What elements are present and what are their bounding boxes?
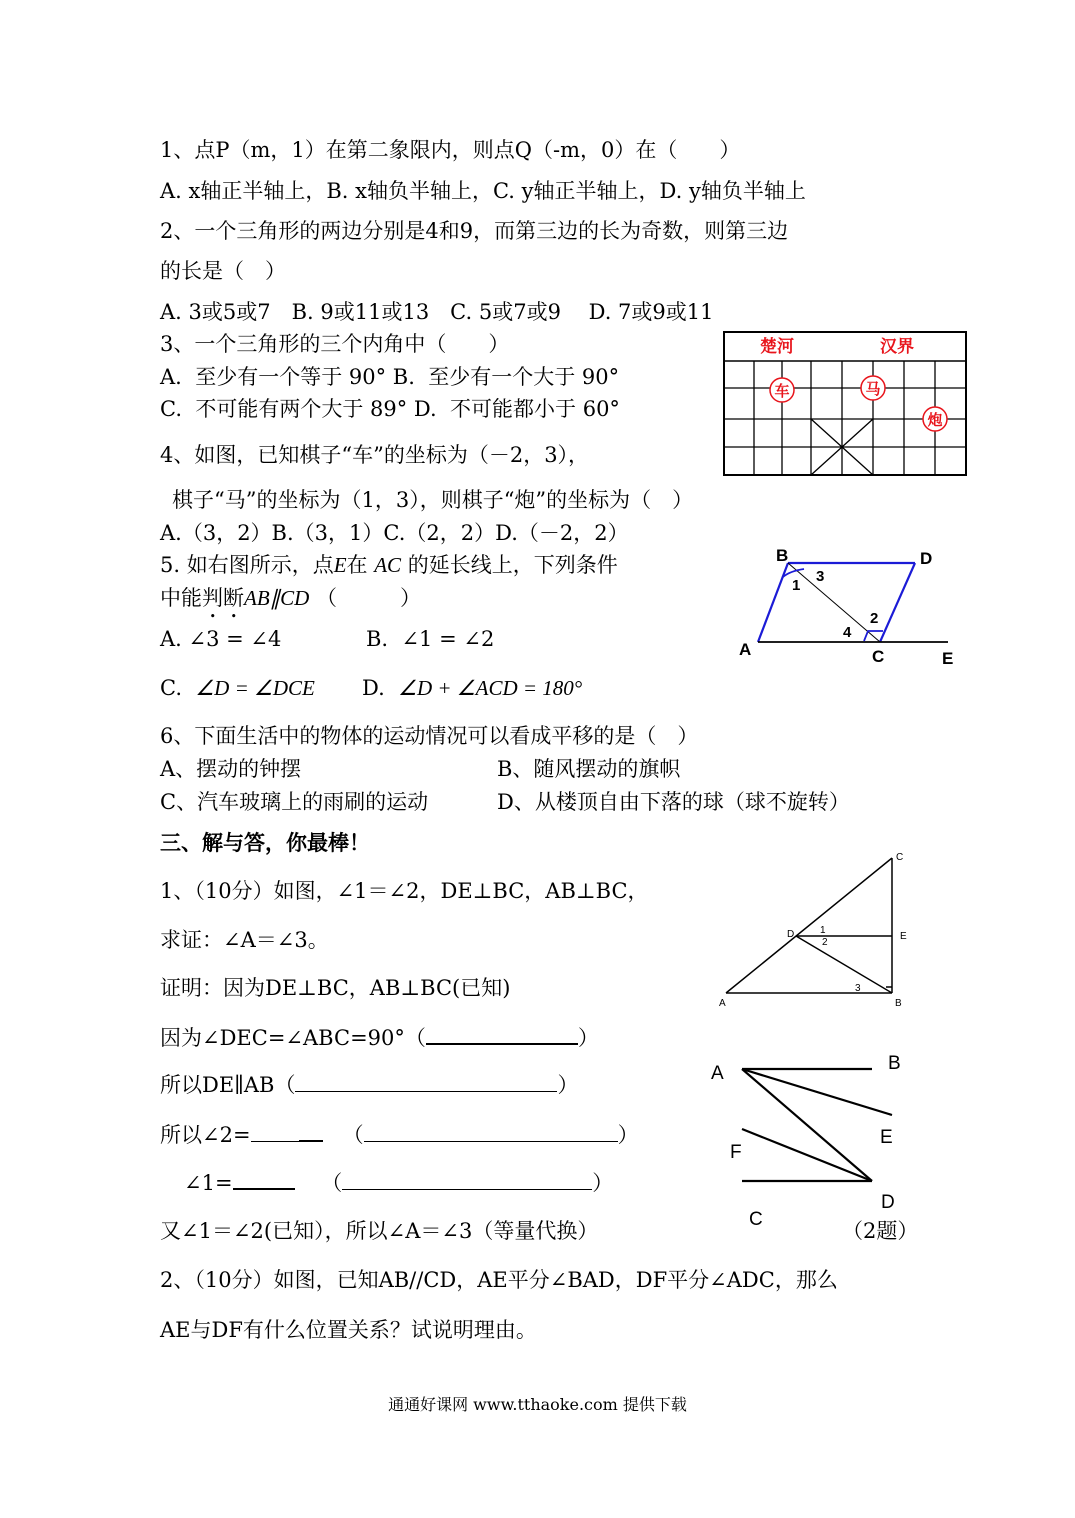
q6-option-b: B、随风摆动的旗帜: [497, 757, 681, 781]
p1-blank-3b[interactable]: [299, 1120, 323, 1142]
svg-text:马: 马: [865, 381, 881, 398]
p1-proof-line3: 所以DE∥AB（ ）: [160, 1073, 579, 1097]
p1-stem-line1: 1、（10分）如图，∠1＝∠2，DE⊥BC，AB⊥BC，: [160, 879, 649, 903]
p2-label-c: C: [749, 1209, 763, 1230]
p1-blank-3a[interactable]: [251, 1121, 299, 1142]
p2-label-e: E: [880, 1127, 893, 1148]
p1-proof-line4: 所以∠2= （ ）: [160, 1120, 639, 1149]
p1-label-a: A: [719, 998, 726, 1009]
p2-label-f: F: [730, 1142, 742, 1163]
p1-blank-1[interactable]: [426, 1023, 578, 1045]
p1-proof-line6: 又∠1＝∠2(已知），所以∠A＝∠3（等量代换）: [160, 1219, 599, 1243]
chess-board-figure: [722, 330, 968, 478]
chess-chu-he-label: 楚河: [760, 337, 794, 356]
q5-angle-3: 3: [816, 568, 825, 585]
p1-label-b: B: [895, 998, 902, 1009]
q5-option-d: D. ∠D + ∠ACD = 180°: [362, 676, 583, 700]
p1-blank-2[interactable]: [295, 1071, 557, 1092]
q5-angle-4: 4: [843, 624, 852, 641]
q5-stem-line2: 中能判断AB∥CD （ ）: [160, 586, 422, 610]
q4-stem-line1: 4、如图，已知棋子“车”的坐标为（－2，3），: [160, 443, 590, 467]
q5-var-e: E: [333, 553, 347, 577]
q5-label-e: E: [942, 649, 954, 668]
q5-var-ac: AC: [374, 553, 402, 577]
chess-piece-ju: [770, 378, 794, 402]
q3-options-ab: A. 至少有一个等于 90° B. 至少有一个大于 90°: [160, 365, 620, 389]
q5-angle-2: 2: [870, 610, 879, 627]
p2-label-b: B: [888, 1053, 901, 1074]
q1-options: A. x轴正半轴上，B. x轴负半轴上，C. y轴正半轴上，D. y轴负半轴上: [160, 179, 806, 203]
q3-stem: 3、一个三角形的三个内角中（ ）: [160, 332, 510, 356]
p1-stem-line2: 求证：∠A＝∠3。: [160, 928, 329, 952]
q5-label-c: C: [872, 647, 885, 666]
footer-credit: 通通好课网 www.tthaoke.com 提供下载: [388, 1395, 687, 1414]
q6-option-a: A、摆动的钟摆: [160, 757, 302, 781]
q2-stem-line2: 的长是（ ）: [160, 259, 286, 283]
q6-stem: 6、下面生活中的物体的运动情况可以看成平移的是（ ）: [160, 724, 699, 748]
p1-blank-6[interactable]: [342, 1169, 592, 1190]
p2-stem-line2: AE与DF有什么位置关系？试说明理由。: [160, 1318, 537, 1342]
p1-blank-5[interactable]: [233, 1168, 295, 1190]
q3-options-cd: C. 不可能有两个大于 89° D. 不可能都小于 60°: [160, 397, 620, 421]
q5-option-b: B. ∠1 = ∠2: [366, 627, 495, 651]
p1-label-e: E: [900, 931, 907, 942]
q6-option-d: D、从楼顶自由下落的球（球不旋转）: [497, 790, 850, 814]
p2-stem-line1: 2、（10分）如图，已知AB//CD，AE平分∠BAD，DF平分∠ADC，那么: [160, 1268, 838, 1292]
p1-proof-line5: ∠1= （ ）: [184, 1168, 613, 1197]
section3-title: 三、解与答，你最棒！: [160, 830, 370, 855]
q2-options: A. 3或5或7 B. 9或11或13 C. 5或7或9 D. 7或9或11: [160, 300, 714, 324]
q4-options: A.（3，2）B.（3，1）C.（2，2）D.（－2，2）: [160, 521, 629, 545]
p1-label-c: C: [896, 852, 904, 863]
q5-stem-line1: 5. 如右图所示，点E在 AC 的延长线上，下列条件: [160, 553, 618, 577]
p1-label-d: D: [787, 929, 795, 940]
q4-stem-line2: 棋子“马”的坐标为（1，3），则棋子“炮”的坐标为（ ）: [172, 488, 694, 512]
p2-figure: [700, 1045, 940, 1245]
chess-piece-pao: [923, 407, 947, 431]
p1-blank-4[interactable]: [364, 1121, 618, 1142]
q5-angle-1: 1: [792, 577, 801, 594]
q2-stem-line1: 2、一个三角形的两边分别是4和9，而第三边的长为奇数，则第三边: [160, 219, 789, 243]
q1-stem: 1、点P（m，1）在第二象限内，则点Q（-m，0）在（ ）: [160, 138, 741, 162]
q5-option-c: C. ∠D = ∠DCE: [160, 676, 315, 700]
chess-piece-ma: [861, 376, 885, 400]
q5-option-a: A. ∠3 = ∠4: [160, 627, 282, 651]
p2-label-a: A: [711, 1063, 724, 1084]
p1-proof-line1: 证明：因为DE⊥BC，AB⊥BC(已知): [160, 976, 511, 1000]
p1-triangle-figure: [712, 846, 922, 1010]
p1-angle-3: 3: [855, 983, 861, 994]
p1-proof-line2: 因为∠DEC=∠ABC=90°（ ）: [160, 1023, 599, 1052]
q5-label-d: D: [920, 549, 933, 568]
p2-figure-caption: （2题）: [842, 1219, 919, 1243]
svg-text:车: 车: [774, 383, 790, 400]
p1-angle-2: 2: [822, 937, 828, 948]
p1-angle-1: 1: [820, 925, 826, 936]
q6-option-c: C、汽车玻璃上的雨刷的运动: [160, 790, 429, 814]
chess-han-jie-label: 汉界: [880, 337, 914, 356]
q5-parallelogram-figure: [730, 545, 970, 670]
svg-text:炮: 炮: [927, 412, 943, 429]
p2-label-d: D: [881, 1192, 895, 1213]
q5-label-b: B: [776, 546, 789, 565]
q5-label-a: A: [739, 640, 752, 659]
q5-var-abcd: AB∥CD: [244, 586, 310, 610]
